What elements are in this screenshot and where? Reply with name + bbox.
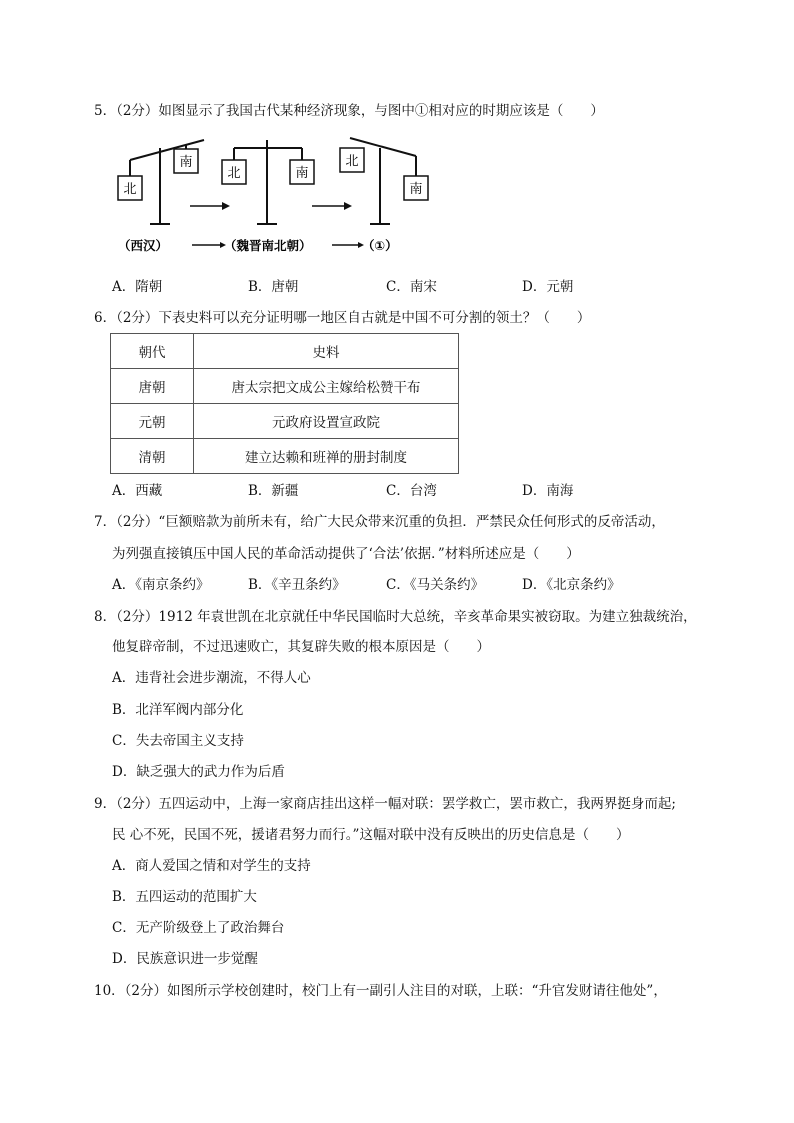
q6-option-d[interactable]: D．南海 [522,483,574,499]
q8-option-c[interactable]: C．失去帝国主义支持 [112,733,244,749]
q5-option-b[interactable]: B．唐朝 [248,279,299,295]
q7-stem-line1: 7．（2分）“巨额赔款为前所未有，给广大民众带来沉重的负担．严禁民众任何形式的反帝活动， [94,514,665,530]
q6-history-table [110,333,459,474]
table-cell: 唐朝 [111,369,194,404]
q9-stem-line1: 9．（2分）五四运动中，上海一家商店挂出这样一幅对联：罢学救亡，罢市救亡，我两界挺身而起; [94,796,676,812]
q5-option-a[interactable]: A．隋朝 [112,279,163,295]
table-cell: 元政府设置宣政院 [194,404,459,439]
q8-stem-line2: 他复辟帝制，不过迅速败亡，其复辟失败的根本原因是（ ） [112,639,490,655]
scale1-south-label: 南 [179,155,193,170]
table-header-dynasty: 朝代 [111,334,194,369]
q5-option-d[interactable]: D．元朝 [522,279,574,295]
q6-stem: 6．（2分）下表史料可以充分证明哪一地区自古就是中国不可分割的领土？（ ） [94,310,591,326]
scale2-north-label: 北 [227,166,241,181]
q7-option-d[interactable]: D．《北京条约》 [522,577,621,593]
q10-stem-line1: 10．（2分）如图所示学校创建时，校门上有一副引人注目的对联，上联：“升官发财请往他处”， [94,983,667,999]
q9-stem-line2: 民 心不死，民国不死，援诸君努力而行。”这幅对联中没有反映出的历史信息是（ ） [112,827,630,843]
q9-option-b[interactable]: B．五四运动的范围扩大 [112,889,257,905]
q5-stem: 5．（2分）如图显示了我国古代某种经济现象，与图中①相对应的时期应该是（ ） [94,103,604,119]
table-header-row [111,334,459,369]
table-cell: 元朝 [111,404,194,439]
q5-option-c[interactable]: C．南宋 [386,279,437,295]
scale3-north-label: 北 [345,154,359,169]
table-row [111,404,459,439]
table-cell: 唐太宗把文成公主嫁给松赞干布 [194,369,459,404]
q6-option-a[interactable]: A．西藏 [112,483,163,499]
table-cell: 建立达赖和班禅的册封制度 [194,439,459,474]
q7-option-c[interactable]: C．《马关条约》 [386,577,485,593]
q7-option-a[interactable]: A．《南京条约》 [112,577,210,593]
scale3-south-label: 南 [409,182,423,197]
scale1-north-label: 北 [123,182,137,197]
scale2-south-label: 南 [295,166,309,181]
table-cell: 清朝 [111,439,194,474]
q8-option-d[interactable]: D．缺乏强大的武力作为后盾 [112,764,285,780]
q9-option-a[interactable]: A．商人爱国之情和对学生的支持 [112,858,311,874]
table-row [111,439,459,474]
q8-option-a[interactable]: A．违背社会进步潮流，不得人心 [112,670,311,686]
table-row [111,369,459,404]
q8-stem-line1: 8．（2分）1912 年袁世凯在北京就任中华民国临时大总统，辛亥革命果实被窃取。为建立独裁统治， [94,609,697,625]
q7-stem-line2: 为列强直接镇压中国人民的革命活动提供了‘合法’依据．”材料所述应是（ ） [112,546,580,562]
timeline-period-1: （①） [362,238,398,253]
q6-option-c[interactable]: C．台湾 [386,483,437,499]
q8-option-b[interactable]: B．北洋军阀内部分化 [112,702,244,718]
q9-option-c[interactable]: C．无产阶级登上了政治舞台 [112,920,285,936]
timeline-wei-jin: （魏晋南北朝） [224,238,312,253]
q7-option-b[interactable]: B．《辛丑条约》 [248,577,346,593]
q5-balance-figure [112,128,442,256]
timeline-western-han: （西汉） [118,238,169,253]
q9-option-d[interactable]: D．民族意识进一步觉醒 [112,951,258,967]
table-header-source: 史料 [194,334,459,369]
q6-option-b[interactable]: B．新疆 [248,483,299,499]
